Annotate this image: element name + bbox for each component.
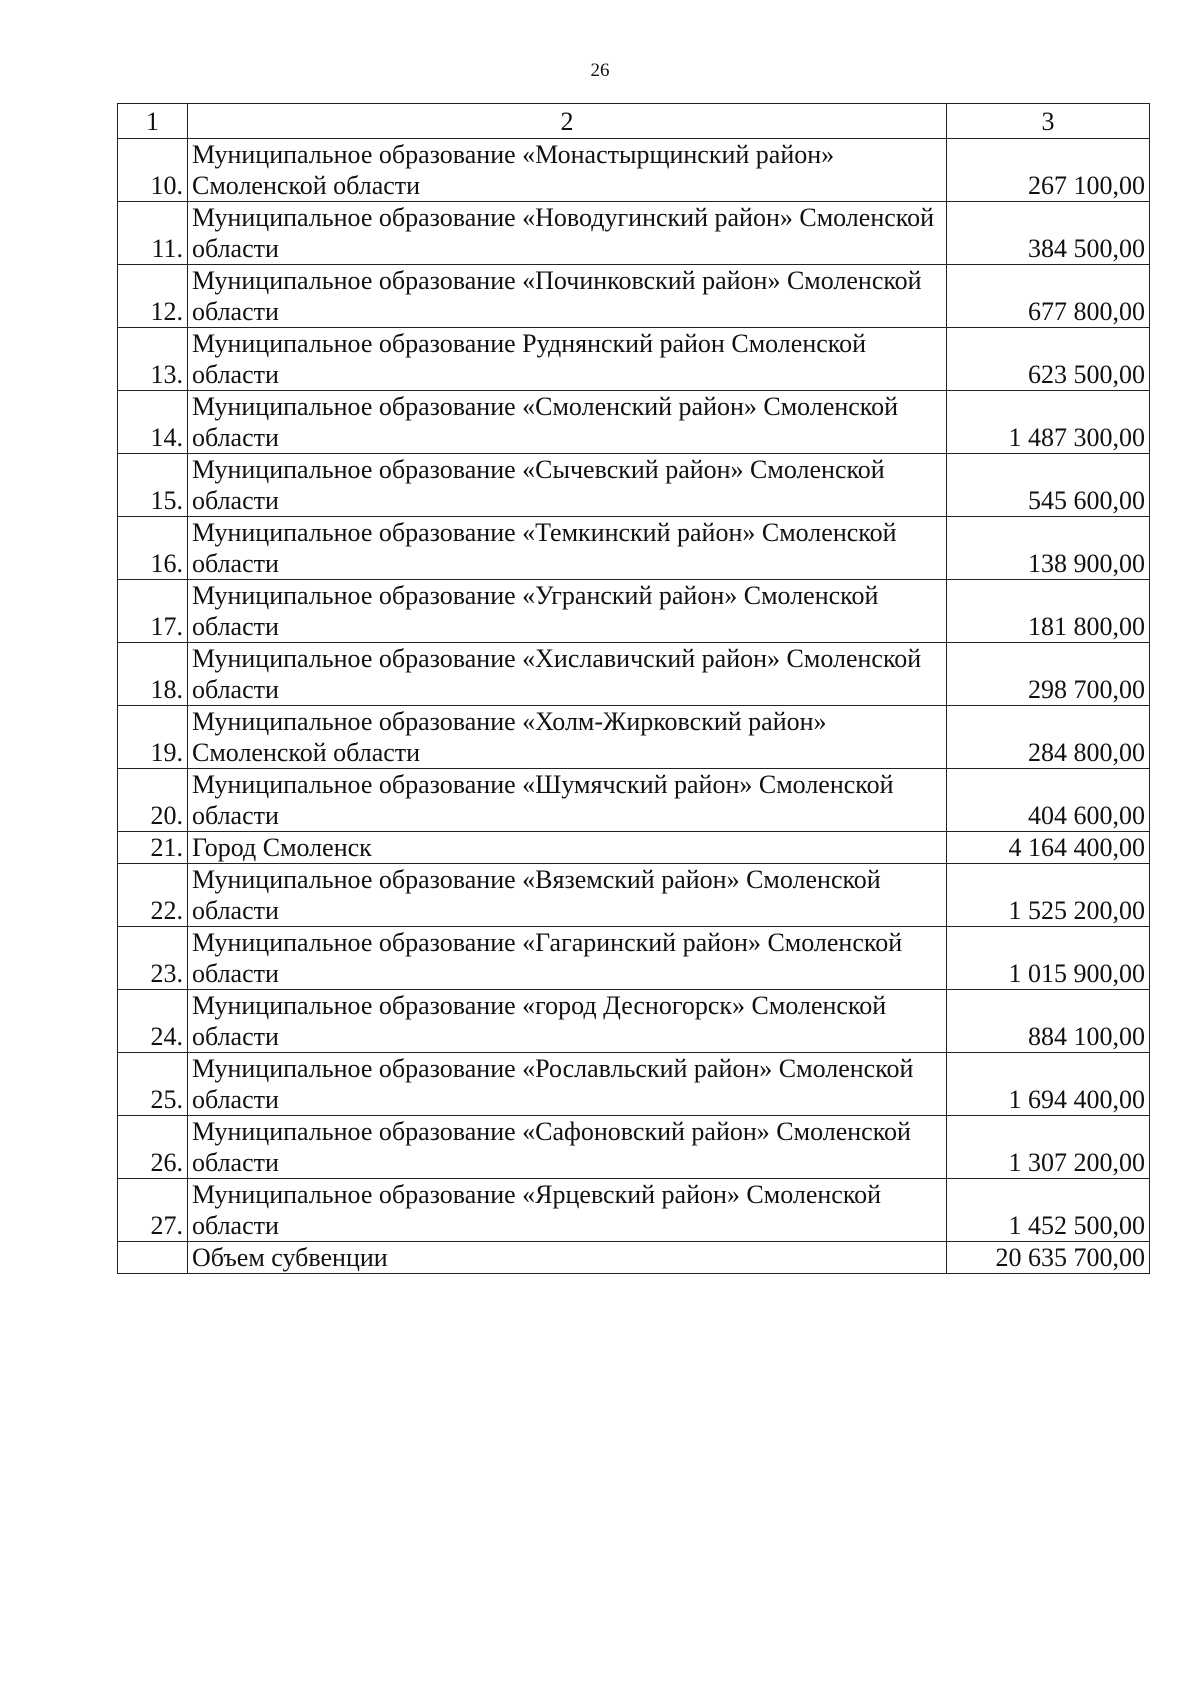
table-row	[118, 927, 1150, 990]
row-number: 24.	[118, 990, 188, 1053]
table-row	[118, 864, 1150, 927]
subvention-amount: 884 100,00	[947, 990, 1150, 1053]
table-row	[118, 202, 1150, 265]
municipality-name: Муниципальное образование «Сычевский район» Смоленской области	[188, 454, 947, 517]
table-row	[118, 580, 1150, 643]
column-header: 2	[188, 104, 947, 139]
subvention-amount: 677 800,00	[947, 265, 1150, 328]
row-number: 13.	[118, 328, 188, 391]
subvention-amount: 384 500,00	[947, 202, 1150, 265]
table-header-row	[118, 104, 1150, 139]
subvention-amount: 181 800,00	[947, 580, 1150, 643]
municipality-name: Муниципальное образование «Ярцевский район» Смоленской области	[188, 1179, 947, 1242]
subvention-amount: 138 900,00	[947, 517, 1150, 580]
row-number: 20.	[118, 769, 188, 832]
subvention-amount: 1 307 200,00	[947, 1116, 1150, 1179]
row-number: 12.	[118, 265, 188, 328]
table-row	[118, 517, 1150, 580]
table-row	[118, 265, 1150, 328]
total-label: Объем субвенции	[188, 1242, 947, 1274]
subvention-table	[117, 103, 1150, 1274]
municipality-name: Муниципальное образование «Шумячский район» Смоленской области	[188, 769, 947, 832]
municipality-name: Муниципальное образование «Хиславичский район» Смоленской области	[188, 643, 947, 706]
table-row	[118, 391, 1150, 454]
subvention-amount: 1 015 900,00	[947, 927, 1150, 990]
page-number: 26	[590, 60, 610, 81]
subvention-amount: 1 694 400,00	[947, 1053, 1150, 1116]
table-row	[118, 139, 1150, 202]
municipality-name: Муниципальное образование «Смоленский район» Смоленской области	[188, 391, 947, 454]
subvention-amount: 1 452 500,00	[947, 1179, 1150, 1242]
row-number: 27.	[118, 1179, 188, 1242]
row-number: 21.	[118, 832, 188, 864]
subvention-amount: 1 525 200,00	[947, 864, 1150, 927]
municipality-name: Муниципальное образование «Гагаринский район» Смоленской области	[188, 927, 947, 990]
subvention-amount: 404 600,00	[947, 769, 1150, 832]
row-number: 16.	[118, 517, 188, 580]
subvention-amount: 284 800,00	[947, 706, 1150, 769]
table-row	[118, 1116, 1150, 1179]
subvention-amount: 298 700,00	[947, 643, 1150, 706]
table-row	[118, 990, 1150, 1053]
row-number: 22.	[118, 864, 188, 927]
municipality-name: Муниципальное образование «Холм-Жирковский район» Смоленской области	[188, 706, 947, 769]
table-row	[118, 706, 1150, 769]
total-row-number	[118, 1242, 188, 1274]
municipality-name: Муниципальное образование «Угранский район» Смоленской области	[188, 580, 947, 643]
table-row	[118, 1053, 1150, 1116]
municipality-name: Муниципальное образование «Рославльский район» Смоленской области	[188, 1053, 947, 1116]
municipality-name: Муниципальное образование «город Десногорск» Смоленской области	[188, 990, 947, 1053]
row-number: 10.	[118, 139, 188, 202]
table-row	[118, 832, 1150, 864]
column-header: 3	[947, 104, 1150, 139]
row-number: 18.	[118, 643, 188, 706]
table-row	[118, 328, 1150, 391]
column-header: 1	[118, 104, 188, 139]
municipality-name: Муниципальное образование «Вяземский район» Смоленской области	[188, 864, 947, 927]
subvention-amount: 545 600,00	[947, 454, 1150, 517]
row-number: 26.	[118, 1116, 188, 1179]
municipality-name: Муниципальное образование «Сафоновский район» Смоленской области	[188, 1116, 947, 1179]
municipality-name: Муниципальное образование «Монастырщинский район» Смоленской области	[188, 139, 947, 202]
subvention-amount: 1 487 300,00	[947, 391, 1150, 454]
row-number: 11.	[118, 202, 188, 265]
subvention-amount: 4 164 400,00	[947, 832, 1150, 864]
table-row	[118, 769, 1150, 832]
table-row	[118, 454, 1150, 517]
row-number: 23.	[118, 927, 188, 990]
total-row	[118, 1242, 1150, 1274]
table-row	[118, 643, 1150, 706]
table-row	[118, 1179, 1150, 1242]
municipality-name: Муниципальное образование «Новодугинский район» Смоленской области	[188, 202, 947, 265]
municipality-name: Муниципальное образование Руднянский район Смоленской области	[188, 328, 947, 391]
municipality-name: Город Смоленск	[188, 832, 947, 864]
row-number: 14.	[118, 391, 188, 454]
row-number: 15.	[118, 454, 188, 517]
municipality-name: Муниципальное образование «Темкинский район» Смоленской области	[188, 517, 947, 580]
municipality-name: Муниципальное образование «Починковский район» Смоленской области	[188, 265, 947, 328]
row-number: 17.	[118, 580, 188, 643]
subvention-amount: 623 500,00	[947, 328, 1150, 391]
row-number: 25.	[118, 1053, 188, 1116]
total-amount: 20 635 700,00	[947, 1242, 1150, 1274]
row-number: 19.	[118, 706, 188, 769]
subvention-amount: 267 100,00	[947, 139, 1150, 202]
